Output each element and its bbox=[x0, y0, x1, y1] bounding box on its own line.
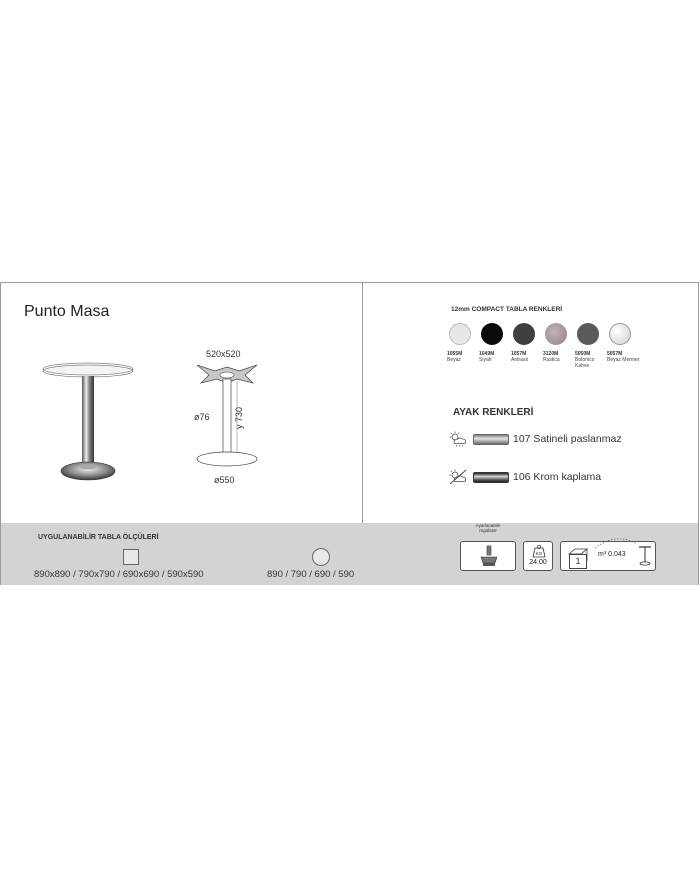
color-swatch[interactable] bbox=[575, 323, 607, 369]
table-technical-drawing bbox=[187, 361, 267, 476]
weight-box bbox=[523, 541, 553, 571]
color-swatch[interactable] bbox=[479, 323, 511, 369]
height-dimension-label: y 730 bbox=[234, 406, 244, 429]
color-swatch[interactable] bbox=[447, 323, 479, 369]
color-code: 3120M bbox=[543, 351, 559, 357]
column-dimension-label: ø76 bbox=[194, 412, 210, 422]
top-dimension-label: 520x520 bbox=[206, 349, 241, 359]
leg-option-chrome[interactable] bbox=[449, 467, 601, 487]
color-name: Antrasit bbox=[511, 357, 528, 363]
svg-text:KG: KG bbox=[535, 551, 543, 556]
panel-divider bbox=[362, 283, 363, 523]
base-dimension-label: ø550 bbox=[214, 475, 235, 485]
top-color-swatches bbox=[447, 323, 639, 369]
color-name: Botonico Kahve bbox=[575, 357, 595, 369]
color-swatch-circle bbox=[513, 323, 535, 345]
leg-color-tube bbox=[473, 434, 509, 445]
leg-option-label: 107 Satineli paslanmaz bbox=[513, 433, 622, 445]
product-title: Punto Masa bbox=[24, 303, 110, 320]
leg-option-label: 106 Krom kaplama bbox=[513, 471, 602, 483]
color-code: 1049M bbox=[479, 351, 495, 357]
table-mini-icon bbox=[637, 545, 653, 567]
weather-outdoor-icon bbox=[449, 431, 467, 447]
color-code: 1057M bbox=[511, 351, 527, 357]
adjustable-foot-box bbox=[460, 541, 516, 571]
color-code: 5057M bbox=[607, 351, 623, 357]
color-swatch-circle bbox=[481, 323, 503, 345]
color-name: Beyaz Mermer bbox=[607, 357, 640, 363]
product-sheet bbox=[0, 282, 699, 585]
color-swatch[interactable] bbox=[543, 323, 575, 369]
weight-icon bbox=[532, 544, 546, 558]
color-swatch-circle bbox=[545, 323, 567, 345]
color-swatch[interactable] bbox=[607, 323, 639, 369]
package-volume: m³ 0.043 bbox=[598, 551, 626, 558]
color-code: 1055M bbox=[447, 351, 463, 357]
color-name: Rustica bbox=[543, 357, 560, 363]
weight-value: 24.00 bbox=[529, 559, 547, 566]
dashed-arc-icon bbox=[593, 536, 639, 550]
color-swatch-circle bbox=[449, 323, 471, 345]
adjustable-label: Ayarlanabilir regülatör bbox=[475, 523, 501, 533]
sizes-band bbox=[1, 523, 698, 585]
round-top-icon bbox=[312, 548, 330, 566]
weather-indoor-icon bbox=[449, 469, 467, 485]
round-sizes: 890 / 790 / 690 / 590 bbox=[267, 569, 355, 580]
leg-option-satin[interactable] bbox=[449, 429, 622, 449]
square-sizes: 890x890 / 790x790 / 690x690 / 590x590 bbox=[34, 569, 204, 580]
color-swatch[interactable] bbox=[511, 323, 543, 369]
square-top-icon bbox=[123, 549, 139, 565]
color-swatch-circle bbox=[609, 323, 631, 345]
leveling-foot-icon bbox=[477, 545, 501, 569]
table-perspective-drawing bbox=[41, 361, 141, 491]
package-count: 1 bbox=[569, 554, 587, 569]
color-name: Siyah bbox=[479, 357, 492, 363]
color-swatch-circle bbox=[577, 323, 599, 345]
color-code: 5050M bbox=[575, 351, 591, 357]
package-box bbox=[560, 541, 656, 571]
leg-colors-title: AYAK RENKLERİ bbox=[453, 407, 534, 418]
leg-color-tube bbox=[473, 472, 509, 483]
sizes-title: UYGULANABİLİR TABLA ÖLÇÜLERİ bbox=[38, 534, 159, 541]
color-name: Beyaz bbox=[447, 357, 461, 363]
top-colors-title: 12mm COMPACT TABLA RENKLERİ bbox=[451, 306, 563, 313]
